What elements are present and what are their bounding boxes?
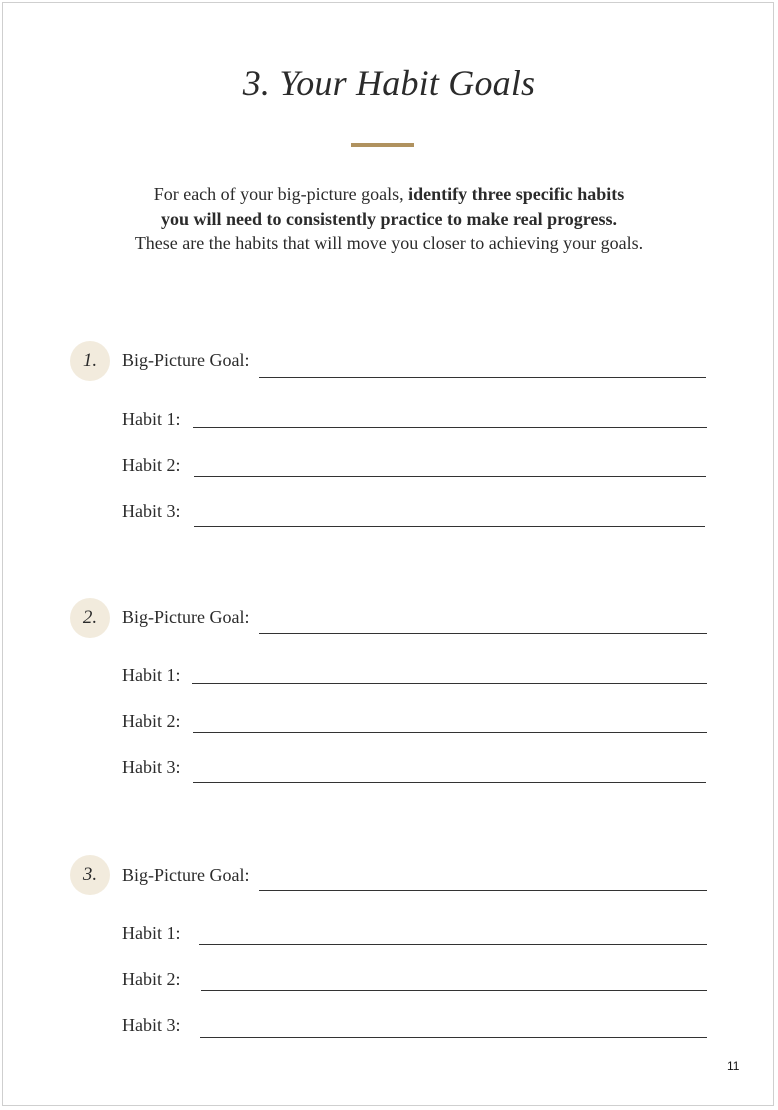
big-picture-goal-label: Big-Picture Goal:: [122, 607, 250, 627]
big-picture-goal-line[interactable]: [259, 377, 706, 378]
intro-line-1-bold: identify three specific habits: [408, 184, 625, 204]
page-title: 3. Your Habit Goals: [242, 63, 536, 103]
habit-2-label: Habit 2:: [122, 969, 181, 989]
habit-1-line[interactable]: [199, 944, 707, 945]
habit-2-label: Habit 2:: [122, 711, 181, 731]
goal-number-badge: 3.: [70, 855, 110, 895]
habit-1-label: Habit 1:: [122, 665, 181, 685]
habit-3-line[interactable]: [194, 526, 705, 527]
big-picture-goal-label: Big-Picture Goal:: [122, 865, 250, 885]
big-picture-goal-line[interactable]: [259, 633, 707, 634]
habit-2-line[interactable]: [201, 990, 707, 991]
habit-3-line[interactable]: [200, 1037, 707, 1038]
intro-line-1: [0, 182, 778, 207]
intro-line-1-regular: For each of your big-picture goals,: [153, 184, 409, 204]
habit-2-label: Habit 2:: [122, 455, 181, 475]
goal-section-2: [0, 598, 778, 798]
intro-line-3: These are the habits that will move you closer to achieving your goals.: [134, 233, 644, 253]
habit-2-line[interactable]: [194, 476, 706, 477]
habit-3-label: Habit 3:: [122, 757, 181, 777]
habit-3-line[interactable]: [193, 782, 706, 783]
intro-paragraph: [0, 182, 778, 256]
habit-3-label: Habit 3:: [122, 501, 181, 521]
goal-number-badge: 1.: [70, 341, 110, 381]
title-divider: [351, 143, 414, 147]
page-number: 11: [727, 1059, 740, 1073]
intro-line-2: you will need to consistently practice to make real progress.: [161, 208, 617, 229]
habit-1-line[interactable]: [193, 427, 707, 428]
big-picture-goal-line[interactable]: [259, 890, 707, 891]
habit-1-label: Habit 1:: [122, 923, 181, 943]
habit-3-label: Habit 3:: [122, 1015, 181, 1035]
habit-1-line[interactable]: [192, 683, 707, 684]
habit-1-label: Habit 1:: [122, 409, 181, 429]
goal-number-badge: 2.: [70, 598, 110, 638]
big-picture-goal-label: Big-Picture Goal:: [122, 350, 250, 370]
goal-section-1: [0, 341, 778, 541]
habit-2-line[interactable]: [193, 732, 707, 733]
goal-section-3: [0, 855, 778, 1055]
